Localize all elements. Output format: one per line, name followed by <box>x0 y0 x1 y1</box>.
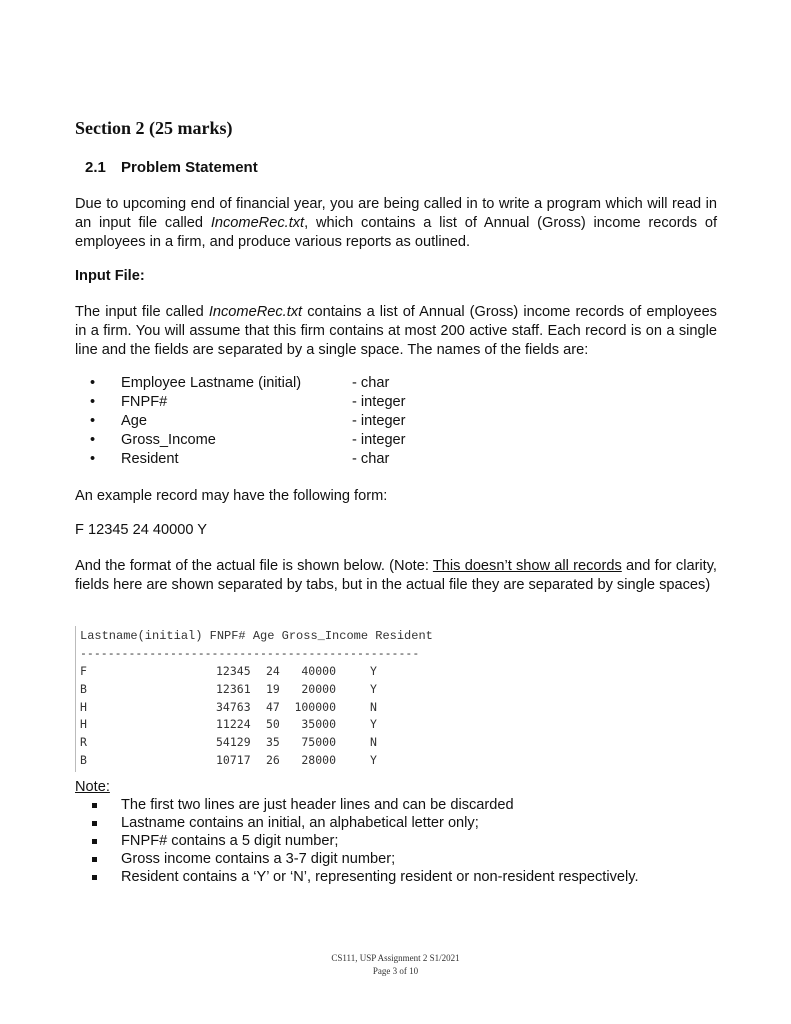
file-sample-cell-initial: H <box>80 717 87 732</box>
intro-paragraph <box>75 195 717 252</box>
example-intro: An example record may have the following form: <box>75 488 388 504</box>
file-sample-cell-resident: N <box>370 699 377 714</box>
field-item <box>90 393 490 412</box>
field-type: - integer <box>352 432 406 448</box>
format-text-2: and for clarity, fields here are shown separated by tabs, but in the actual file they are separated by single spaces) <box>75 558 717 593</box>
input-file-heading: Input File: <box>75 268 145 284</box>
field-type: - char <box>352 375 390 391</box>
file-sample-cell-fnpf: 54129 <box>216 735 251 750</box>
input-text-1: The input file called <box>75 304 209 320</box>
field-type: - char <box>352 451 390 467</box>
field-item <box>90 450 490 469</box>
format-text-1: And the format of the actual file is shown below. (Note: <box>75 558 433 574</box>
bullet-icon: • <box>90 394 96 410</box>
square-bullet-icon <box>92 857 97 862</box>
file-sample-cell-resident: Y <box>370 717 377 732</box>
intro-filename: IncomeRec.txt <box>210 215 305 231</box>
file-sample-cell-income: 35000 <box>301 717 336 732</box>
intro-text-2: , which contains a list of Annual (Gross) income records of employees in a firm, and produce various reports as outlined. <box>75 215 717 250</box>
file-sample-cell-income: 40000 <box>301 664 336 678</box>
file-sample-cell-age: 35 <box>266 735 280 750</box>
square-bullet-icon <box>92 803 97 808</box>
note-item <box>90 868 710 886</box>
file-sample-cell-income: 75000 <box>301 735 336 750</box>
bullet-icon: • <box>90 413 96 429</box>
file-sample-separator: ------------------------------------------------- <box>80 646 420 660</box>
file-sample-row <box>76 700 456 717</box>
file-sample-row <box>76 664 456 681</box>
input-text-2: contains a list of Annual (Gross) income records of employees in a firm. You will assume that this firm contains at most 200 active staff. Each record is on a single line and the fields are separated by a single space. The names of the fields are: <box>75 304 717 358</box>
file-sample-cell-fnpf: 12361 <box>216 681 251 696</box>
file-sample-cell-age: 24 <box>266 664 280 678</box>
file-sample-cell-age: 47 <box>266 699 280 714</box>
field-name: Employee Lastname (initial) <box>121 375 302 391</box>
file-sample-cell-initial: H <box>80 699 87 714</box>
subsection-label: Problem Statement <box>121 159 258 176</box>
note-item <box>90 832 710 850</box>
footer-page: Page 3 of 10 <box>372 966 419 976</box>
file-sample-cell-initial: R <box>80 735 87 750</box>
subsection-title <box>85 159 258 176</box>
file-sample-cell-resident: Y <box>370 753 377 767</box>
file-sample-row <box>76 682 456 699</box>
file-sample-row <box>76 717 456 734</box>
bullet-icon: • <box>90 432 96 448</box>
field-name: Age <box>121 413 147 429</box>
subsection-number: 2.1 <box>85 159 106 176</box>
note-text: Lastname contains an initial, an alphabetical letter only; <box>121 815 479 831</box>
format-underlined: This doesn’t show all records <box>432 558 622 574</box>
field-item <box>90 412 490 431</box>
input-file-paragraph <box>75 303 717 360</box>
file-sample-cell-fnpf: 10717 <box>216 753 251 767</box>
example-record: F 12345 24 40000 Y <box>75 522 207 538</box>
note-item <box>90 814 710 832</box>
field-item <box>90 431 490 450</box>
file-sample-cell-fnpf: 11224 <box>216 717 251 732</box>
file-sample-box <box>75 626 466 772</box>
file-sample-cell-income: 28000 <box>301 753 336 767</box>
file-sample-cell-age: 26 <box>266 753 280 767</box>
format-paragraph <box>75 557 717 595</box>
field-item <box>90 374 490 393</box>
note-text: Resident contains a ‘Y’ or ‘N’, representing resident or non-resident respectively. <box>121 869 639 885</box>
file-sample-cell-income: 20000 <box>301 681 336 696</box>
note-item <box>90 850 710 868</box>
section-title: Section 2 (25 marks) <box>75 118 233 138</box>
intro-text-1: Due to upcoming end of financial year, you are being called in to write a program which will read in an input file called <box>75 196 717 231</box>
field-list <box>90 374 490 469</box>
file-sample-cell-fnpf: 34763 <box>216 699 251 714</box>
file-sample-cell-resident: Y <box>370 681 377 696</box>
file-sample-cell-initial: F <box>80 664 87 678</box>
bullet-icon: • <box>90 375 96 391</box>
square-bullet-icon <box>92 821 97 826</box>
file-sample-cell-resident: Y <box>370 664 377 678</box>
square-bullet-icon <box>92 839 97 844</box>
notes-list <box>90 796 710 886</box>
file-sample-cell-age: 19 <box>266 681 280 696</box>
note-text: The first two lines are just header lines and can be discarded <box>121 797 514 813</box>
file-sample-row <box>76 753 456 770</box>
note-label: Note: <box>75 779 110 795</box>
file-sample-cell-age: 50 <box>266 717 280 732</box>
file-sample-header: Lastname(initial) FNPF# Age Gross_Income Resident <box>80 629 433 643</box>
square-bullet-icon <box>92 875 97 880</box>
note-item <box>90 796 710 814</box>
field-name: Resident <box>121 451 179 467</box>
bullet-icon: • <box>90 451 96 467</box>
footer-course: CS111, USP Assignment 2 S1/2021 <box>331 953 460 963</box>
file-sample-row <box>76 735 456 752</box>
input-filename: IncomeRec.txt <box>208 304 303 320</box>
file-sample-cell-initial: B <box>80 681 87 696</box>
field-type: - integer <box>352 413 406 429</box>
field-name: FNPF# <box>121 394 168 410</box>
note-text: FNPF# contains a 5 digit number; <box>121 833 339 849</box>
field-name: Gross_Income <box>121 432 216 448</box>
file-sample-cell-income: 100000 <box>294 699 336 714</box>
file-sample-cell-initial: B <box>80 753 87 767</box>
note-text: Gross income contains a 3-7 digit number; <box>121 851 396 867</box>
file-sample-cell-fnpf: 12345 <box>216 664 251 678</box>
file-sample-cell-resident: N <box>370 735 377 750</box>
field-type: - integer <box>352 394 406 410</box>
